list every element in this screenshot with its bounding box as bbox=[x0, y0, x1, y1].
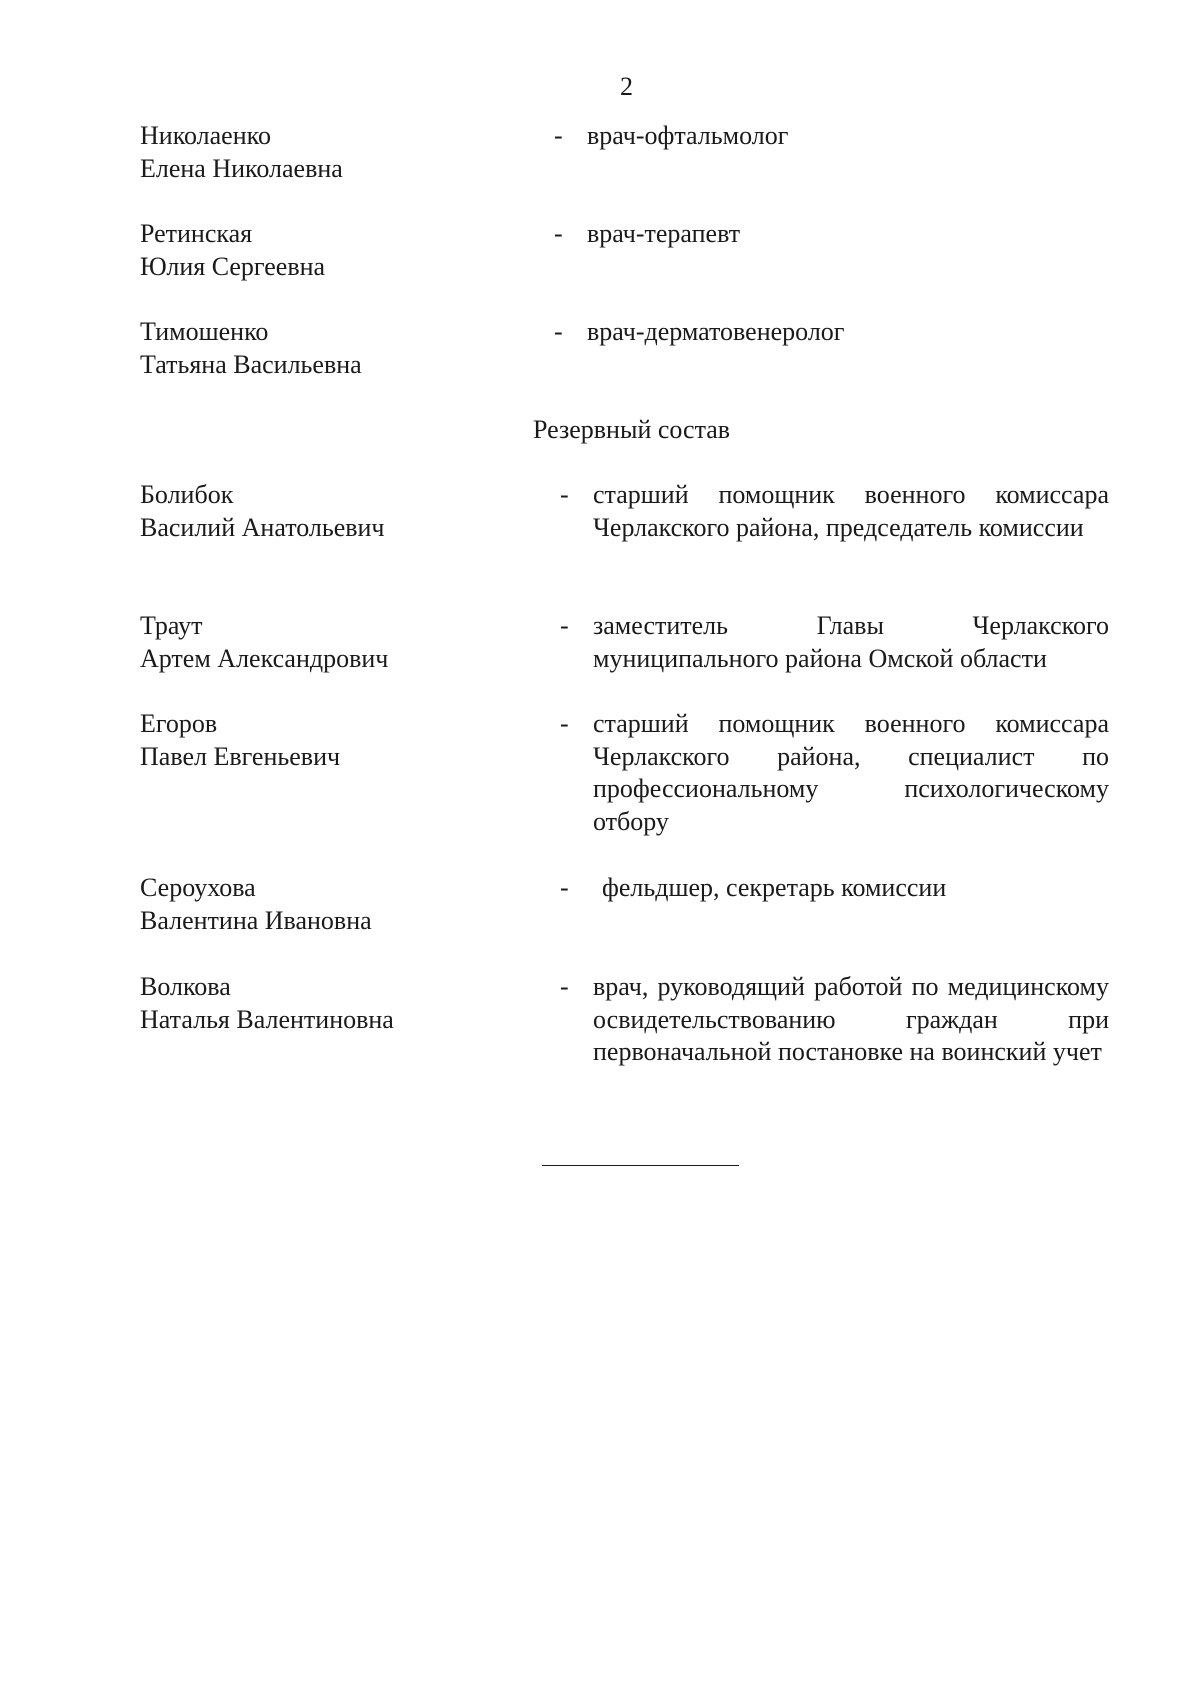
role-dash: - bbox=[560, 709, 569, 738]
role-dash: - bbox=[554, 121, 563, 150]
member-role: врач-терапевт bbox=[587, 219, 741, 248]
page-number: 2 bbox=[620, 72, 633, 101]
role-dash: - bbox=[560, 480, 569, 509]
section-heading: Резервный состав bbox=[533, 415, 731, 444]
member-given-names: Наталья Валентиновна bbox=[140, 1004, 394, 1034]
role-dash: - bbox=[560, 611, 569, 640]
member-given-names: Василий Анатольевич bbox=[140, 512, 385, 542]
member-role: врач, руководящий работой по медицинскому освидетельствованию граждан при первоначальной постановке на воинский учет bbox=[593, 972, 1109, 1066]
member-role: старший помощник военного комиссара Черлакского района, специалист по профессиональному психологическому отбору bbox=[593, 709, 1109, 836]
member-role: врач-офтальмолог bbox=[587, 121, 789, 150]
role-dash: - bbox=[560, 972, 569, 1001]
closing-rule bbox=[542, 1165, 739, 1166]
member-given-names: Валентина Ивановна bbox=[140, 905, 372, 935]
member-role: фельдшер, секретарь комиссии bbox=[602, 873, 947, 902]
member-name bbox=[140, 610, 540, 675]
member-name bbox=[140, 479, 540, 544]
member-surname: Траут bbox=[140, 611, 203, 640]
member-given-names: Павел Евгеньевич bbox=[140, 741, 341, 771]
member-given-names: Татьяна Васильевна bbox=[140, 349, 362, 379]
member-surname: Ретинская bbox=[140, 219, 253, 248]
member-name bbox=[140, 120, 540, 185]
member-surname: Волкова bbox=[140, 972, 231, 1001]
role-dash: - bbox=[560, 873, 569, 902]
member-surname: Сероухова bbox=[140, 873, 256, 902]
member-given-names: Юлия Сергеевна bbox=[140, 251, 326, 281]
member-role: врач-дерматовенеролог bbox=[587, 317, 845, 346]
member-given-names: Артем Александрович bbox=[140, 643, 389, 673]
role-dash: - bbox=[554, 219, 563, 248]
member-name bbox=[140, 971, 540, 1036]
member-surname: Николаенко bbox=[140, 121, 271, 150]
member-name bbox=[140, 316, 540, 381]
member-surname: Тимошенко bbox=[140, 317, 269, 346]
member-name bbox=[140, 218, 540, 283]
member-role: старший помощник военного комиссара Черлакского района, председатель комиссии bbox=[593, 480, 1109, 542]
member-name bbox=[140, 872, 540, 937]
member-role: заместитель Главы Черлакского муниципального района Омской области bbox=[593, 611, 1109, 673]
member-surname: Егоров bbox=[140, 709, 218, 738]
role-dash: - bbox=[554, 317, 563, 346]
member-surname: Болибок bbox=[140, 480, 234, 509]
member-name bbox=[140, 708, 540, 773]
member-given-names: Елена Николаевна bbox=[140, 153, 343, 183]
